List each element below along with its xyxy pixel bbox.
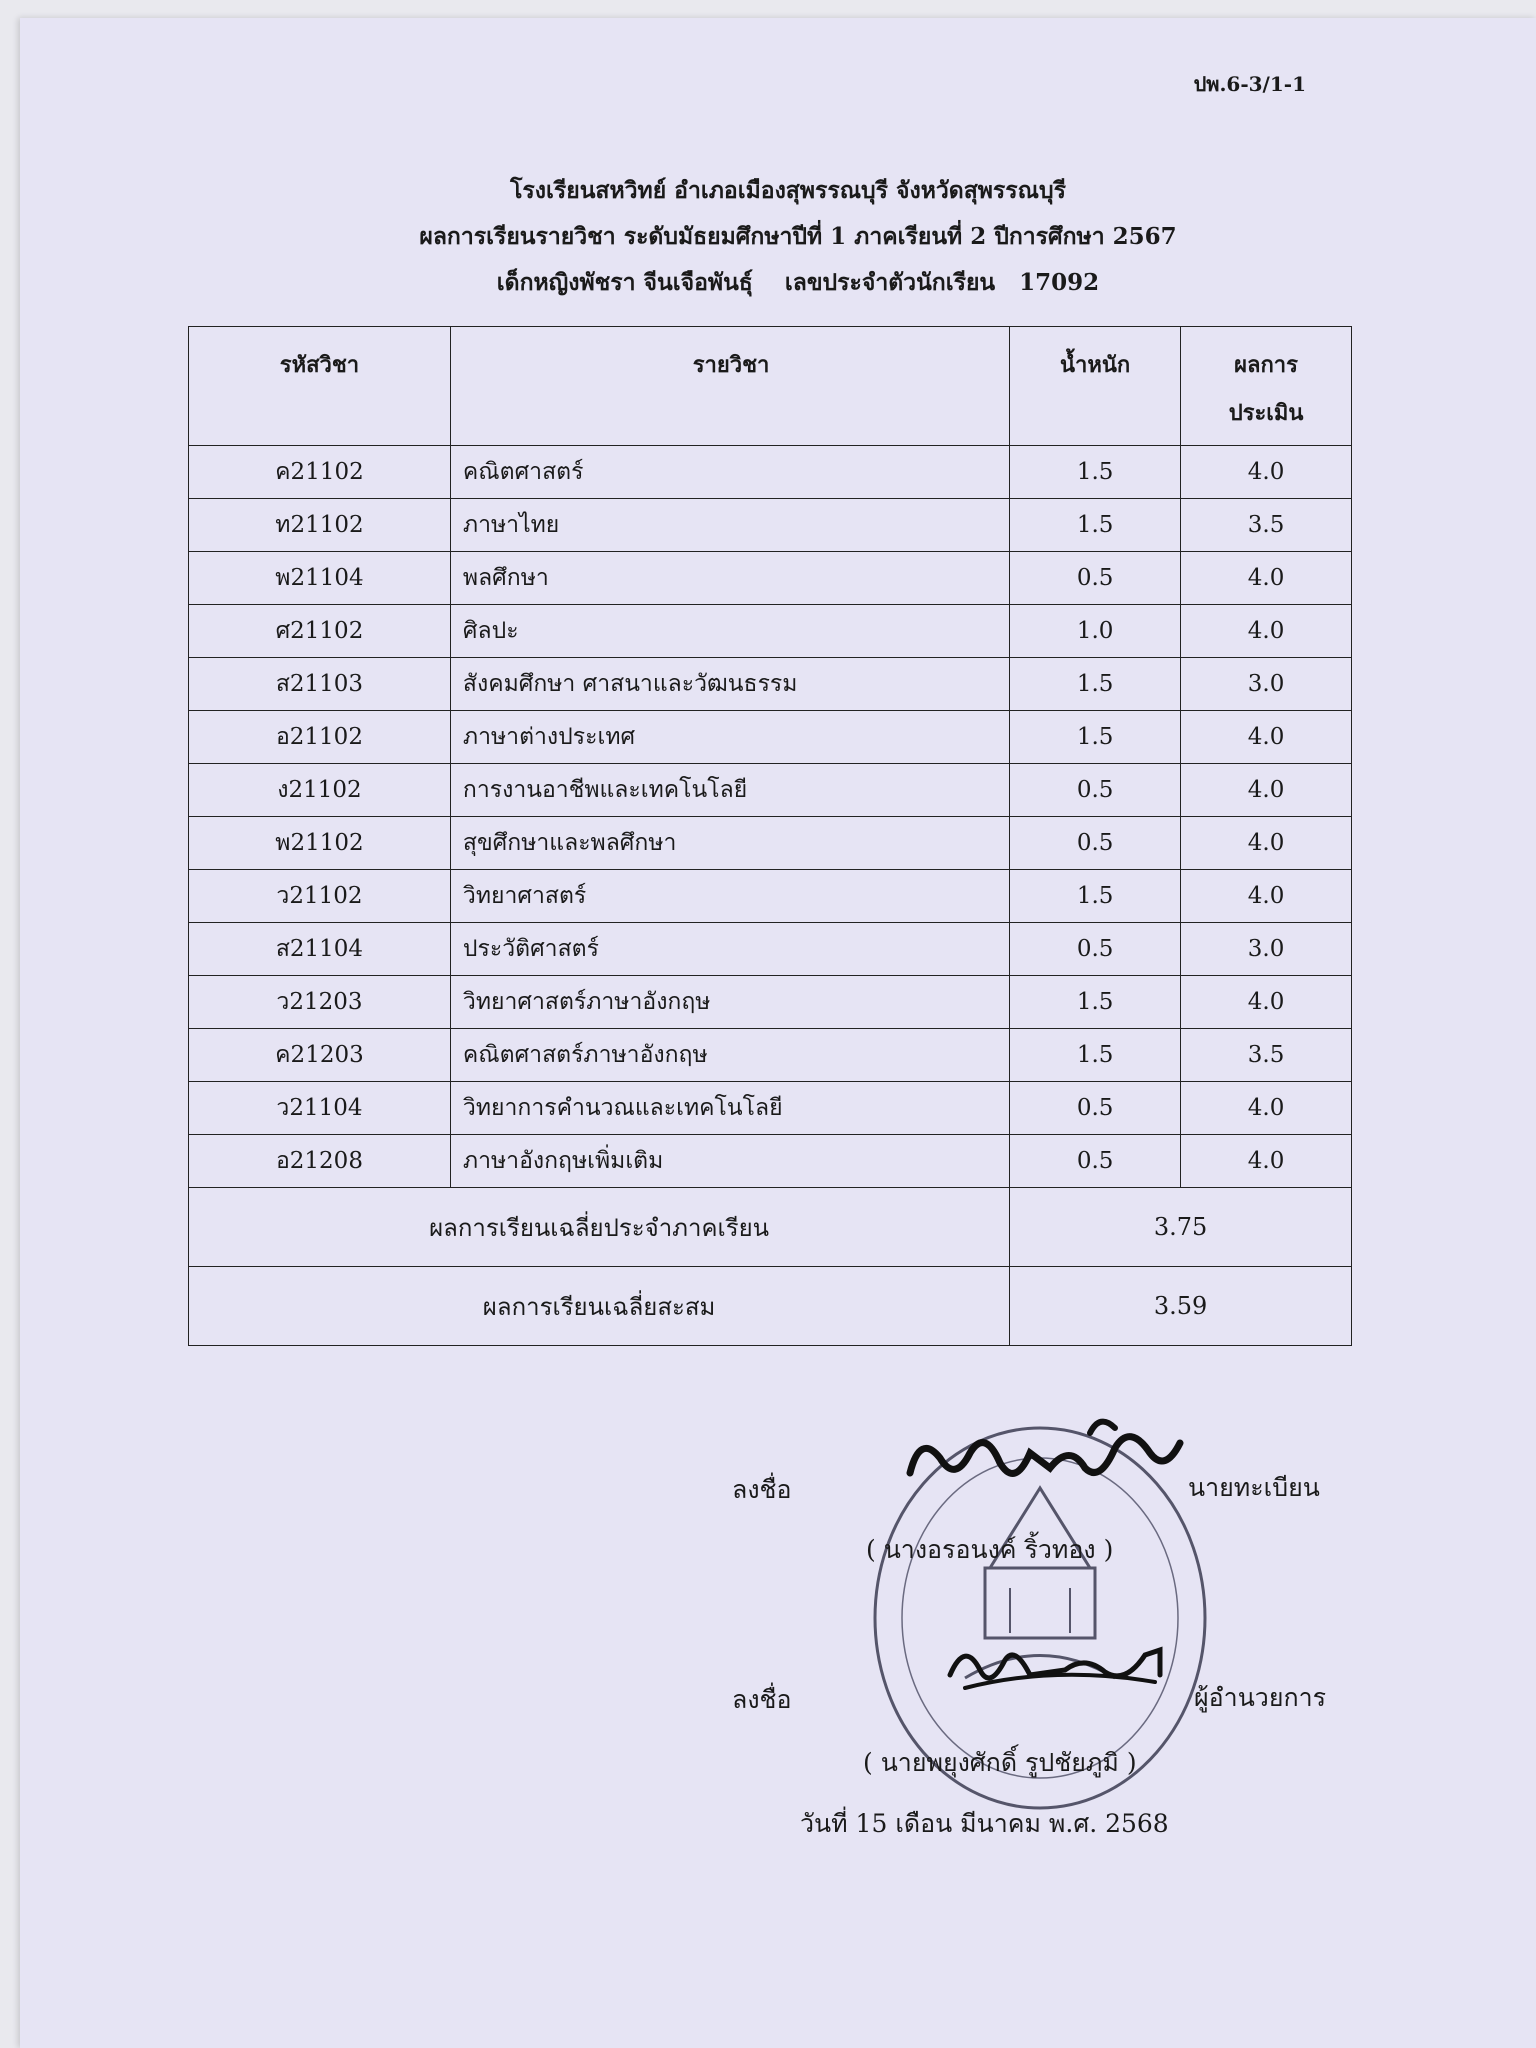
subject-weight: 1.5 [1010, 711, 1181, 764]
subject-name: สุขศึกษาและพลศึกษา [450, 817, 1009, 870]
subject-grade: 4.0 [1181, 764, 1352, 817]
subject-code: ท21102 [189, 499, 451, 552]
subject-weight: 1.5 [1010, 446, 1181, 499]
header-grade [1181, 327, 1352, 446]
subject-weight: 1.0 [1010, 605, 1181, 658]
table-row [189, 1029, 1352, 1082]
director-title: ผู้อำนวยการ [1194, 1683, 1327, 1712]
subject-name: คณิตศาสตร์ภาษาอังกฤษ [450, 1029, 1009, 1082]
director-sign-label: ลงชื่อ [732, 1685, 792, 1714]
subject-code: ว21203 [189, 976, 451, 1029]
subject-name: ศิลปะ [450, 605, 1009, 658]
header-grade-line1: ผลการ [1234, 352, 1298, 378]
table-row [189, 711, 1352, 764]
subject-name: สังคมศึกษา ศาสนาและวัฒนธรรม [450, 658, 1009, 711]
subject-grade: 3.0 [1181, 658, 1352, 711]
director-signature-icon [945, 1630, 1175, 1700]
student-id: 17092 [1019, 269, 1100, 296]
table-row [189, 658, 1352, 711]
table-row [189, 1135, 1352, 1188]
table-row [189, 870, 1352, 923]
form-code: ปพ.6-3/1-1 [1193, 72, 1306, 96]
subject-name: วิทยาศาสตร์ภาษาอังกฤษ [450, 976, 1009, 1029]
subject-grade: 4.0 [1181, 711, 1352, 764]
school-name: โรงเรียนสหวิทย์ อำเภอเมืองสุพรรณบุรี จังหวัดสุพรรณบุรี [510, 177, 1066, 204]
subject-code: ส21103 [189, 658, 451, 711]
subject-code: ค21203 [189, 1029, 451, 1082]
table-row [189, 1082, 1352, 1135]
subject-code: อ21102 [189, 711, 451, 764]
subject-code: ศ21102 [189, 605, 451, 658]
table-row [189, 976, 1352, 1029]
subject-weight: 0.5 [1010, 923, 1181, 976]
subject-name: วิทยาการคำนวณและเทคโนโลยี [450, 1082, 1009, 1135]
subject-code: อ21208 [189, 1135, 451, 1188]
subject-code: พ21102 [189, 817, 451, 870]
document-header [20, 168, 1536, 306]
semester-gpa-label: ผลการเรียนเฉลี่ยประจำภาคเรียน [189, 1188, 1010, 1267]
subject-name: ภาษาต่างประเทศ [450, 711, 1009, 764]
subject-code: ส21104 [189, 923, 451, 976]
subject-grade: 3.5 [1181, 1029, 1352, 1082]
subject-weight: 1.5 [1010, 870, 1181, 923]
subject-grade: 4.0 [1181, 817, 1352, 870]
subject-grade: 4.0 [1181, 552, 1352, 605]
subject-code: พ21104 [189, 552, 451, 605]
subject-weight: 1.5 [1010, 658, 1181, 711]
issue-date: วันที่ 15 เดือน มีนาคม พ.ศ. 2568 [800, 1809, 1169, 1838]
subject-weight: 1.5 [1010, 976, 1181, 1029]
subject-grade: 3.5 [1181, 499, 1352, 552]
semester-gpa-value: 3.75 [1010, 1188, 1352, 1267]
subject-grade: 4.0 [1181, 605, 1352, 658]
cumulative-gpa-row [189, 1267, 1352, 1346]
registrar-signature-icon [900, 1413, 1190, 1508]
subject-grade: 4.0 [1181, 870, 1352, 923]
subject-name: พลศึกษา [450, 552, 1009, 605]
subject-code: ค21102 [189, 446, 451, 499]
subject-code: ว21102 [189, 870, 451, 923]
table-row [189, 605, 1352, 658]
subject-grade: 3.0 [1181, 923, 1352, 976]
subject-grade: 4.0 [1181, 1135, 1352, 1188]
subject-weight: 0.5 [1010, 764, 1181, 817]
cumulative-gpa-value: 3.59 [1010, 1267, 1352, 1346]
registrar-title: นายทะเบียน [1188, 1473, 1320, 1502]
header-code: รหัสวิชา [189, 327, 451, 446]
subject-weight: 0.5 [1010, 1082, 1181, 1135]
table-row [189, 446, 1352, 499]
report-subtitle: ผลการเรียนรายวิชา ระดับมัธยมศึกษาปีที่ 1 ภาคเรียนที่ 2 ปีการศึกษา 2567 [419, 223, 1177, 250]
subject-name: ภาษาอังกฤษเพิ่มเติม [450, 1135, 1009, 1188]
table-row [189, 817, 1352, 870]
header-weight: น้ำหนัก [1010, 327, 1181, 446]
table-header-row [189, 327, 1352, 446]
subject-weight: 1.5 [1010, 499, 1181, 552]
subject-name: ประวัติศาสตร์ [450, 923, 1009, 976]
subject-name: การงานอาชีพและเทคโนโลยี [450, 764, 1009, 817]
subject-name: ภาษาไทย [450, 499, 1009, 552]
semester-gpa-row [189, 1188, 1352, 1267]
grades-table [188, 326, 1352, 1346]
subject-weight: 0.5 [1010, 1135, 1181, 1188]
subject-weight: 1.5 [1010, 1029, 1181, 1082]
document-page [20, 18, 1536, 2048]
header-subject: รายวิชา [450, 327, 1009, 446]
table-row [189, 552, 1352, 605]
table-row [189, 499, 1352, 552]
table-row [189, 923, 1352, 976]
subject-weight: 0.5 [1010, 817, 1181, 870]
student-info [60, 260, 1536, 306]
subject-grade: 4.0 [1181, 976, 1352, 1029]
subject-name: วิทยาศาสตร์ [450, 870, 1009, 923]
subject-code: ว21104 [189, 1082, 451, 1135]
subject-weight: 0.5 [1010, 552, 1181, 605]
subject-name: คณิตศาสตร์ [450, 446, 1009, 499]
cumulative-gpa-label: ผลการเรียนเฉลี่ยสะสม [189, 1267, 1010, 1346]
director-name: ( นายพยุงศักดิ์ รูปชัยภูมิ ) [863, 1748, 1137, 1777]
table-row [189, 764, 1352, 817]
student-name: เด็กหญิงพัชรา จีนเจือพันธุ์ [496, 269, 753, 296]
header-grade-line2: ประเมิน [1228, 400, 1304, 426]
student-id-label: เลขประจำตัวนักเรียน [784, 269, 996, 296]
registrar-sign-label: ลงชื่อ [732, 1475, 792, 1504]
subject-code: ง21102 [189, 764, 451, 817]
registrar-name: ( นางอรอนงค์ ริ้วทอง ) [866, 1535, 1114, 1564]
subject-grade: 4.0 [1181, 1082, 1352, 1135]
subject-grade: 4.0 [1181, 446, 1352, 499]
